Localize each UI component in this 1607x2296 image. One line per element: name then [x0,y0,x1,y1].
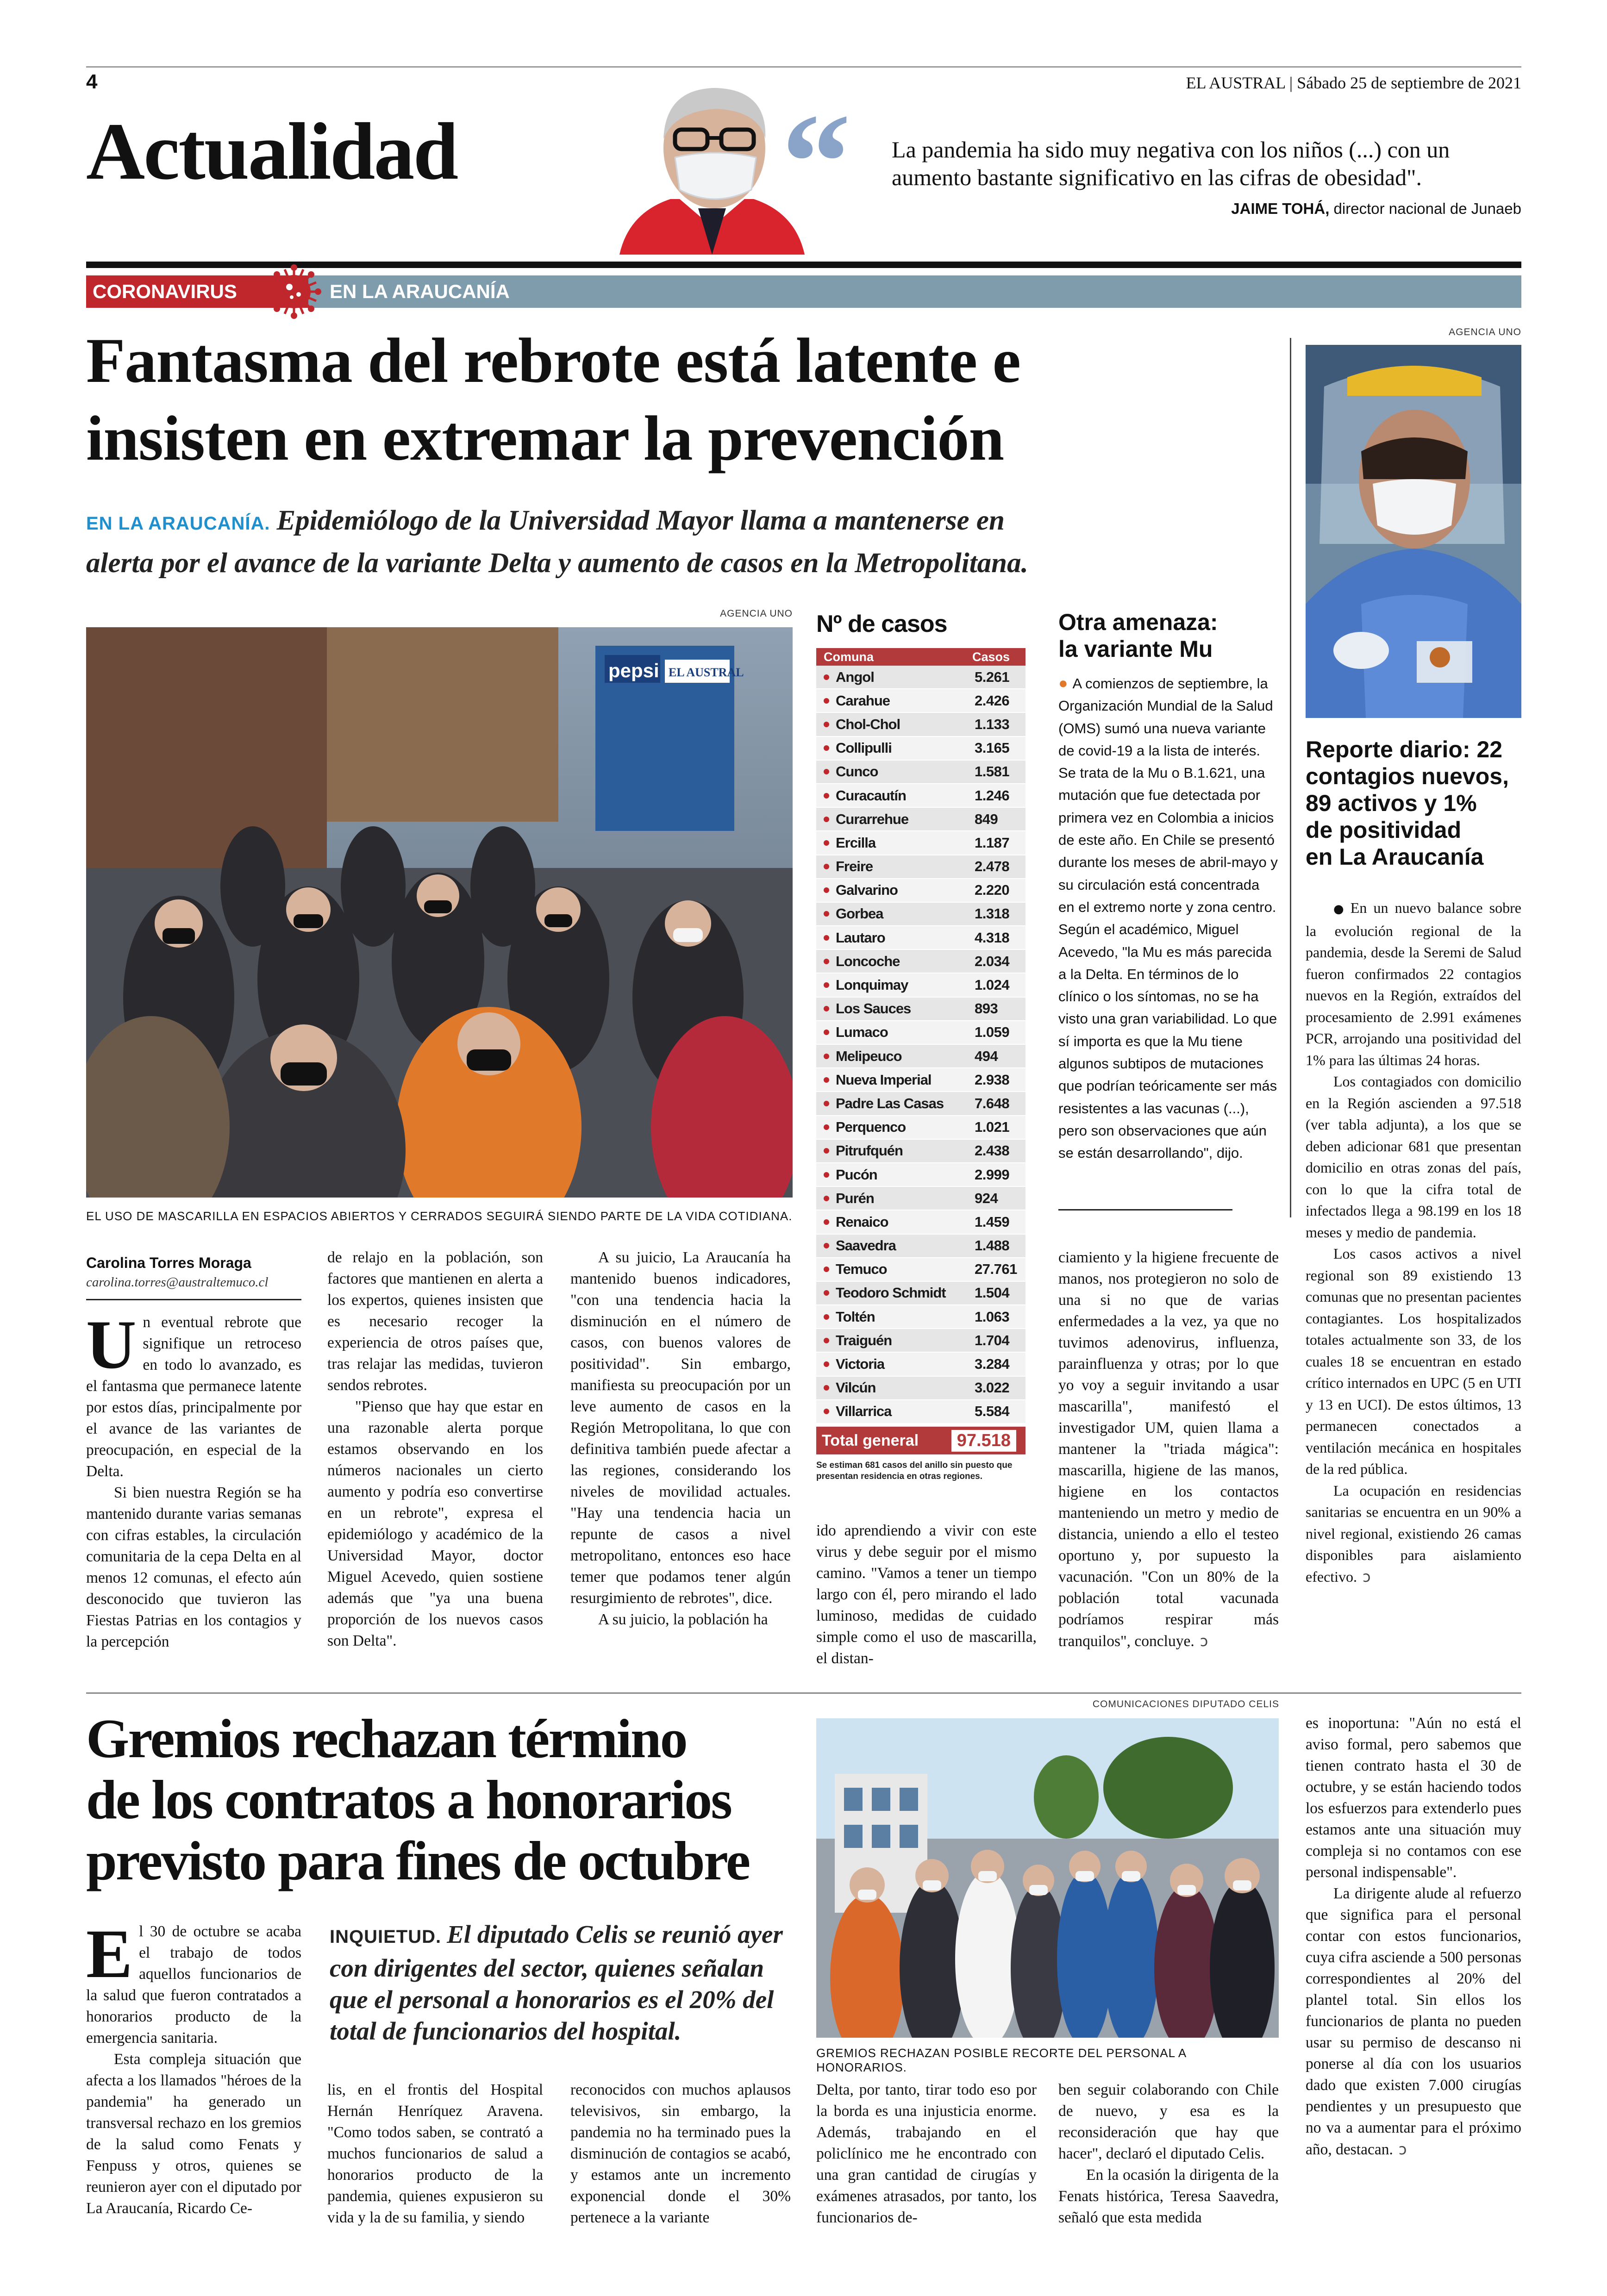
story2-deck-line1: El diputado Celis se reunió ayer [447,1920,783,1948]
story2-deck [330,1919,807,2047]
story1-col1-p2: Si bien nuestra Región se ha mantenido durante varias semanas con cifras estables, la circulación comunitaria de la cepa Delta en al menos 12 comunas, el efecto aún desconocido que tuvieron las Fiestas Patrias en los contagios y la percepción [86,1484,301,1650]
case-count: 1.021 [975,1119,1010,1136]
case-comuna: Lautaro [836,929,885,946]
case-count: 1.488 [975,1237,1010,1254]
story2-col3 [570,2079,791,2228]
case-comuna: Nueva Imperial [836,1071,932,1088]
case-count: 1.704 [975,1332,1010,1348]
quote-attribution [1231,200,1521,218]
report-title [1306,736,1521,870]
col-comuna-header: Comuna [824,649,874,664]
report-p1: En un nuevo balance sobre la evolución regional de la pandemia, desde la Seremi de Salud fueron confirmados 22 contagios nuevos en la Región, extraídos del procesamiento de 2.991 exámenes PCR, arrojando una positividad del 1% para las últimas 24 horas. [1306,899,1521,1068]
quote-author: JAIME TOHÁ, [1231,200,1330,217]
story2-headline-line2: de los contratos a honorarios [86,1769,731,1830]
bullet-icon [824,793,829,799]
case-row [816,1187,1025,1210]
report-p4: La ocupación en residencias sanitarias se encuentra en un 90% a nivel regional, existiendo 26 camas disponibles para aislamiento efectivo. [1306,1482,1521,1585]
story1-col1-p1: n eventual rebrote que signifique un retroceso en todo lo avanzado, es el fantasma que permanece latente por estos días, principalmente por el avance de las variantes de preocupación, en especial de la Delta. [86,1314,301,1480]
case-comuna: Chol-Chol [836,716,900,732]
bullet-icon [824,887,829,893]
case-comuna: Saavedra [836,1237,896,1254]
svg-text:pepsi: pepsi [608,660,659,681]
story1-dropcap: U [86,1306,137,1383]
bullet-icon [824,1172,829,1178]
issue-date: Sábado 25 de septiembre de 2021 [1297,74,1521,92]
report-title-line1: Reporte diario: 22 [1306,736,1503,762]
story2-photo-caption: GREMIOS RECHAZAN POSIBLE RECORTE DEL PERSONAL A HONORARIOS. [816,2046,1186,2074]
cases-table-body [816,666,1025,1424]
story2-deck-line3: que el personal a honorarios es el 20% del [330,1985,774,2014]
case-count: 924 [975,1190,998,1206]
svg-text:EL AUSTRAL: EL AUSTRAL [669,666,744,679]
story1-col2 [327,1247,543,1652]
bullet-icon [824,674,829,680]
story1-col3-p2: A su juicio, la población ha [598,1611,768,1628]
case-row [816,1235,1025,1258]
case-row [816,998,1025,1021]
bullet-icon [824,1077,829,1083]
virus-icon [266,264,322,319]
case-row [816,926,1025,950]
case-comuna: Renaico [836,1213,888,1230]
story2-col6-p1: es inoportuna: "Aún no está el aviso formal, pero sabemos que tienen contrato hasta el 30 de octubre, y se están haciendo todos los esfuerzos para extenderlo pues estamos ante una situación muy compleja si no contamos con ese personal indispensable". [1306,1715,1521,1881]
col-casos-header: Casos [972,649,1010,664]
story1-col3-p1: A su juicio, La Araucanía ha mantenido buenos indicadores, "con una tendencia hacia la disminución en el número de casos, con buenos valores de positividad". Sin embargo, manifiesta su preocupación por un leve aumento de casos en la Región Metropolitana, lo que con definitiva también puede afectar a las regiones, considerando los niveles de movilidad actuales. "Hay una tendencia hacia un repunte de casos a nivel metropolitano, entonces eso hace temer que podamos tener algún resurgimiento de rebrotes", dice. [570,1249,791,1607]
total-label: Total general [822,1431,919,1449]
story1-photo-credit: AGENCIA UNO [720,608,793,619]
case-comuna: Traiguén [836,1332,892,1348]
mu-title-line1: Otra amenaza: [1058,609,1218,635]
case-comuna: Melipeuco [836,1048,902,1064]
bullet-icon [824,982,829,988]
case-count: 1.133 [975,716,1010,732]
story1-photo-caption: EL USO DE MASCARILLA EN ESPACIOS ABIERTOS Y CERRADOS SEGUIRÁ SIENDO PARTE DE LA VIDA COTIDIANA. [86,1209,793,1223]
case-row [816,1021,1025,1045]
story2-col1-p1: l 30 de octubre se acaba el trabajo de todos aquellos funcionarios de la salud que fueron contratados a honorarios producto de la emergencia sanitaria. [86,1923,301,2046]
case-count: 1.581 [975,763,1010,780]
case-count: 2.478 [975,858,1010,875]
story2-col1-p2: Esta compleja situación que afecta a los llamados "héroes de la pandemia" ha generado un transversal rechazo en los gremios de la salud como Fenats y Fenpuss y otros, quienes se reunieron ayer con el diputado por La Araucanía, Ricardo Ce- [86,2051,301,2217]
case-count: 5.584 [975,1403,1010,1420]
case-comuna: Curarrehue [836,811,909,827]
case-count: 27.761 [975,1261,1017,1278]
case-row [816,1045,1025,1068]
bullet-icon [824,1148,829,1154]
bullet-icon: ● [1333,902,1347,916]
case-count: 1.459 [975,1213,1010,1230]
paper-name: EL AUSTRAL [1186,74,1285,92]
bullet-icon [824,1314,829,1320]
case-row [816,1163,1025,1187]
case-count: 2.438 [975,1142,1010,1159]
case-count: 1.024 [975,977,1010,993]
case-count: 3.284 [975,1356,1010,1373]
bullet-icon [824,769,829,774]
case-comuna: Purén [836,1190,874,1206]
bullet-icon [824,1409,829,1414]
report-body [1306,897,1521,1587]
mu-title-line2: la variante Mu [1058,636,1213,662]
case-comuna: Victoria [836,1356,885,1373]
case-comuna: Loncoche [836,953,900,969]
case-comuna: Los Sauces [836,1000,911,1017]
bullet-icon [824,864,829,869]
bullet-icon [824,840,829,846]
case-count: 1.063 [975,1308,1010,1325]
report-title-line2: contagios nuevos, [1306,763,1509,789]
story2-col5-p1: ben seguir colaborando con Chile de nuevo, y esa es la reconsideración que hay que hacer", declaró el diputado Celis. [1058,2081,1279,2162]
case-row [816,1377,1025,1400]
story1-col3 [570,1247,791,1630]
bullet-icon [824,745,829,751]
case-count: 2.220 [975,882,1010,898]
story2-col4 [816,2079,1037,2228]
case-count: 1.318 [975,905,1010,922]
case-count: 2.426 [975,692,1010,709]
bullet-icon [824,817,829,822]
case-comuna: Freire [836,858,873,875]
story1-col5-p1: ciamiento y la higiene frecuente de manos, nos protegieron no solo de una si no que de varias enfermedades a la vez, ya que no tuvimos adenovirus, influenza, parainfluenza y otras; por lo que yo voy a seguir invitando a usar mascarilla", manifestó el investigador UM, quien llama a mantener la "triada mágica": mascarilla, higiene de las manos, higiene en los contactos manteniendo un metro y medio de distancia, uniendo a ello el testeo oportuno y, por supuesto la vacunación. "Con un 80% de la población total vacunada podríamos respirar más tranquilos", concluye. [1058,1249,1279,1650]
case-comuna: Pucón [836,1166,877,1183]
case-row [816,1353,1025,1376]
story1-deck [86,501,1299,583]
case-row [816,1116,1025,1140]
case-comuna: Perquenco [836,1119,906,1136]
story2-deck-line4: total de funcionarios del hospital. [330,2017,682,2045]
story2-col2 [327,2079,543,2228]
case-row [816,1068,1025,1092]
total-value: 97.518 [951,1430,1016,1452]
case-row [816,831,1025,855]
case-comuna: Lumaco [836,1024,888,1041]
cases-table [816,648,1025,1482]
story2-col4-p1: Delta, por tanto, tirar todo eso por la borda es una injusticia enorme. Además, trabajando en el policlínico me he encontrado con una gran cantidad de cirugías y exámenes atrasados, por tanto, los funcionarios de- [816,2081,1037,2226]
case-comuna: Lonquimay [836,977,908,993]
story1-col4 [816,1520,1037,1669]
report-title-line3: 89 activos y 1% [1306,790,1477,816]
story1-headline [86,322,1290,477]
case-row [816,1210,1025,1234]
story1-deck-line2: alerta por el avance de la variante Delta y aumento de casos en la Metropolitana. [86,548,1028,579]
bullet-icon [824,911,829,917]
story1-col4-p1: ido aprendiendo a vivir con este virus y debe seguir por el mismo camino. "Vamos a tener un tiempo largo con él, pero mirando el lado luminoso, medidas de cuidado simple como el uso de mascarilla, el distan- [816,1522,1037,1667]
story1-col1 [86,1306,301,1653]
case-count: 3.022 [975,1379,1010,1396]
bullet-icon [824,1361,829,1367]
case-row [816,1329,1025,1353]
case-row [816,950,1025,973]
case-row [816,1092,1025,1116]
story2-col3-p1: reconocidos con muchos aplausos televisivos, sin embargo, la pandemia no ha terminado pues la disminución de contagios se acabó, y estamos ante un incremento exponencial donde el 30% pertenece a la variante [570,2081,791,2226]
case-comuna: Villarrica [836,1403,892,1420]
case-row [816,879,1025,903]
case-comuna: Toltén [836,1308,875,1325]
bullet-icon [824,698,829,704]
story1-deck-line1: Epidemiólogo de la Universidad Mayor llama a mantenerse en [276,505,1005,536]
case-comuna: Temuco [836,1261,887,1278]
report-photo-credit: AGENCIA UNO [1449,327,1521,337]
bullet-icon [824,1267,829,1272]
case-comuna: Teodoro Schmidt [836,1285,946,1301]
case-row [816,689,1025,713]
story1-kicker: EN LA ARAUCANÍA. [86,513,270,534]
story2-deck-line2: con dirigentes del sector, quienes señalan [330,1954,764,1982]
case-row [816,1140,1025,1163]
bullet-icon [824,1219,829,1225]
banner-region: EN LA ARAUCANÍA [330,281,510,302]
case-comuna: Pitrufquén [836,1142,903,1159]
case-count: 2.938 [975,1071,1010,1088]
case-count: 1.504 [975,1285,1010,1301]
cases-total-row [816,1427,1025,1454]
case-row [816,855,1025,879]
mu-sidebar-text: A comienzos de septiembre, la Organización Mundial de la Salud (OMS) sumó una nueva variante de covid-19 a la lista de interés. Se trata de la Mu o B.1.621, una mutación que fue detectada por primera vez en Colombia a inicios de este año. En Chile se presentó durante los meses de abril-mayo y su circulación está concentrada en el extremo norte y zona centro. Según el académico, Miguel Acevedo, "la Mu es más parecida a la Delta. En términos de lo clínico o los síntomas, no se ha visto una gran variabilidad. Lo que sí importa es que la Mu tiene algunos subtipos de mutaciones que podrían teóricamente ser más resistentes a las vacunas (...), pero son observaciones que aún se están desarrollando", dijo. [1058,675,1278,1161]
story1-author: Carolina Torres Moraga [86,1254,251,1271]
case-count: 1.246 [975,787,1010,804]
story2-photo-credit: COMUNICACIONES DIPUTADO CELIS [1092,1699,1279,1710]
story1-email: carolina.torres@australtemuco.cl [86,1275,269,1290]
report-p3: Los casos activos a nivel regional son 89 existiendo 13 comunas que no presentan pacientes contagiantes. Los hospitalizados totales actualmente son 33, de los cuales 18 se encuentran en estado crítico internados en UPC (5 en UTI y 13 en UCI). De estos últimos, 13 permanecen conectados a ventilación mecánica en hospitales de la red pública. [1306,1245,1521,1477]
bullet-icon [824,935,829,941]
cases-footnote: Se estiman 681 casos del anillo sin puesto que presentan residencia en otras regiones. [816,1460,1013,1481]
bullet-icon [824,1196,829,1201]
bullet-icon [824,1124,829,1130]
cases-table-header [816,648,1025,666]
case-count: 893 [975,1000,998,1017]
story2-headline-line1: Gremios rechazan término [86,1708,687,1769]
banner-tag-label: CORONAVIRUS [93,281,237,302]
lab-worker-photo [1306,345,1521,718]
case-row [816,903,1025,926]
case-row [816,973,1025,997]
bullet-icon [824,1101,829,1106]
story2-col1 [86,1915,301,2219]
case-count: 494 [975,1048,998,1064]
case-count: 1.187 [975,834,1010,851]
case-row [816,737,1025,761]
case-row [816,1282,1025,1305]
bullet-icon [824,1029,829,1035]
case-row [816,666,1025,689]
case-comuna: Carahue [836,692,890,709]
story2-dropcap: E [86,1915,133,1992]
bullet-icon [824,1243,829,1248]
mu-sidebar-title [1058,609,1218,662]
end-mark-icon: ↄ [1363,1567,1371,1585]
quote-mark-icon: “ [782,85,851,239]
report-p2: Los contagiados con domicilio en la Región ascienden a 97.518 (ver tabla adjunta), a los que se deben adicionar 681 que presentan domicilio en otras zonas del país, con lo que la cifra total de infectados llega a 98.199 en los 18 meses y medio de pandemia. [1306,1073,1521,1241]
story1-headline-line1: Fantasma del rebrote está latente e [86,325,1020,396]
bullet-icon [824,1385,829,1391]
story2-headline [86,1708,808,1891]
union-leaders-photo [816,1718,1279,2038]
bullet-icon [824,1006,829,1011]
case-comuna: Ercilla [836,834,876,851]
end-mark-icon: ↄ [1200,1632,1208,1650]
case-comuna: Gorbea [836,905,883,922]
case-count: 2.999 [975,1166,1010,1183]
case-count: 3.165 [975,740,1010,756]
case-row [816,713,1025,736]
case-row [816,1400,1025,1424]
case-comuna: Angol [836,668,874,685]
story1-col5 [1058,1247,1279,1652]
report-title-line4: de positividad [1306,817,1462,843]
case-comuna: Curacautín [836,787,906,804]
story2-col5-p2: En la ocasión la dirigenta de la Fenats histórica, Teresa Saavedra, señaló que esta medida [1058,2166,1279,2226]
case-row [816,1258,1025,1282]
page-number: 4 [86,70,98,93]
bullet-icon: ● [1058,674,1068,692]
bullet-icon [824,959,829,964]
case-row [816,784,1025,808]
story1-col2-p2: "Pienso que hay que estar en una razonable alerta porque estamos observando en los números nacionales un cierto aumento y podría eso convertirse en un rebrote", expresa el epidemiólogo y académico de la Universidad Mayor, doctor Miguel Acevedo, quien sostiene además que "ya una buena proporción de los nuevos casos son Delta". [327,1398,543,1649]
story1-col2-p1: de relajo en la población, son factores que mantienen en alerta a los expertos, quienes insisten que es necesario recoger la experiencia de otros países que, tras relajar las medidas, tuvieron sendos rebrotes. [327,1249,543,1394]
case-comuna: Padre Las Casas [836,1095,944,1111]
case-count: 7.648 [975,1095,1010,1111]
case-comuna: Galvarino [836,882,898,898]
case-count: 5.261 [975,668,1010,685]
case-count: 849 [975,811,998,827]
story2-kicker: INQUIETUD. [330,1927,442,1947]
story1-headline-line2: insisten en extremar la prevención [86,403,1004,474]
paper-date-line: EL AUSTRAL | Sábado 25 de septiembre de 2021 [1186,74,1521,92]
case-row [816,808,1025,831]
case-count: 2.034 [975,953,1010,969]
case-row [816,761,1025,784]
case-count: 1.059 [975,1024,1010,1041]
case-comuna: Cunco [836,763,878,780]
pull-quote: La pandemia ha sido muy negativa con los niños (...) con un aumento bastante significativo en las cifras de obesidad". [892,137,1450,190]
end-mark-icon: ↄ [1398,2140,1407,2158]
story2-col5 [1058,2079,1279,2228]
bullet-icon [824,1054,829,1059]
report-title-line5: en La Araucanía [1306,844,1484,870]
cases-table-title: Nº de casos [816,611,947,637]
bullet-icon [824,722,829,727]
bullet-icon [824,1290,829,1296]
story2-col6-p2: La dirigente alude al refuerzo que significa para el personal contar con estos funcionarios, cuya cifra asciende a 500 personas correspondientes al 20% del plantel total. Sin ellos los funcionarios de planta no pueden usar su permiso de descanso ni ponerse al día con los usuarios dado que existen 7.000 cirugías pendientes y un presupuesto que no va a aumentar para el próximo año, destacan. [1306,1885,1521,2158]
mu-sidebar-body [1058,672,1279,1165]
story2-col2-p1: lis, en el frontis del Hospital Hernán Henríquez Aravena. "Como todos saben, se contrató a muchos funcionarios de salud a honorarios producto de la pandemia, quienes expusieron su vida y la de su familia, y siendo [327,2081,543,2226]
quote-role: director nacional de Junaeb [1329,200,1521,217]
case-count: 4.318 [975,929,1010,946]
case-row [816,1305,1025,1329]
bullet-icon [824,1338,829,1343]
case-comuna: Vilcún [836,1379,876,1396]
story2-headline-line3: previsto para fines de octubre [86,1830,750,1891]
street-photo [86,627,793,1198]
case-comuna: Collipulli [836,740,892,756]
story2-col6 [1306,1713,1521,2160]
section-title: Actualidad [86,106,457,197]
